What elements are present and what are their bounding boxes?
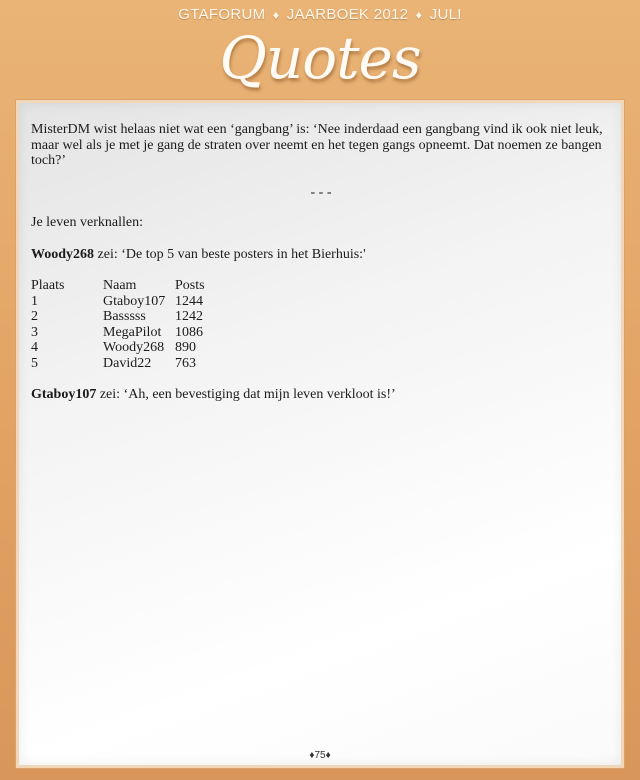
table-cell: MegaPilot (103, 324, 162, 340)
table-cell: 4 (31, 340, 38, 355)
table-cell: 3 (31, 324, 38, 340)
table-row (31, 309, 205, 325)
quote-author: Woody268 (31, 246, 95, 262)
page-title: Quotes (219, 24, 421, 92)
table-cell: 2 (31, 309, 38, 324)
table-cell: David22 (103, 355, 152, 371)
table-cell: 1086 (175, 324, 203, 340)
page-footer (0, 750, 640, 761)
table-header-plaats: Plaats (31, 278, 65, 293)
quote-text: zei: ‘Ah, een bevestiging dat mijn leven verkloot is!’ (96, 387, 396, 402)
content-body (31, 122, 611, 403)
table-cell: 5 (31, 355, 38, 371)
diamond-icon: ♦ (415, 8, 423, 22)
table-cell: 890 (175, 340, 196, 355)
table-row (31, 356, 205, 372)
page-number: 75 (314, 750, 326, 761)
diamond-icon: ♦ (272, 8, 280, 22)
table-row (31, 340, 205, 356)
header-yearbook: JAARBOEK 2012 (286, 6, 409, 23)
table-cell: Woody268 (103, 340, 165, 355)
content-panel (16, 100, 624, 768)
table-cell: Basssss (103, 309, 146, 324)
table-cell: 763 (175, 355, 196, 371)
header-forum: GTAFORUM (178, 6, 266, 23)
header-line (0, 6, 640, 23)
header-month: JULI (429, 6, 462, 23)
table-cell: 1242 (175, 309, 203, 324)
diamond-icon: ♦ (325, 750, 331, 761)
separator: - - - (310, 184, 332, 200)
quote-woody (31, 247, 611, 263)
table-header-posts: Posts (175, 278, 205, 293)
poster-table (31, 278, 205, 371)
table-row (31, 294, 205, 310)
table-header-row (31, 278, 205, 294)
table-cell: Gtaboy107 (103, 293, 166, 309)
diamond-icon: ♦ (309, 750, 315, 761)
quote-gtaboy (31, 387, 611, 403)
section-title: Je leven verknallen: (31, 215, 143, 230)
table-header-naam: Naam (103, 278, 137, 293)
quote-misterdm: MisterDM wist helaas niet wat een ‘gangbang’ is: ‘Nee inderdaad een gangbang vind ik ook niet leuk, maar wel als je met je gang de straten over neemt en het tegen gangs opneemt. Dat noemen ze bangen toch?’ (31, 122, 603, 168)
table-row (31, 325, 205, 341)
quote-author: Gtaboy107 (31, 387, 97, 402)
quote-text: zei: ‘De top 5 van beste posters in het Bierhuis:' (94, 246, 366, 262)
table-cell: 1 (31, 293, 38, 309)
table-cell: 1244 (175, 293, 203, 309)
